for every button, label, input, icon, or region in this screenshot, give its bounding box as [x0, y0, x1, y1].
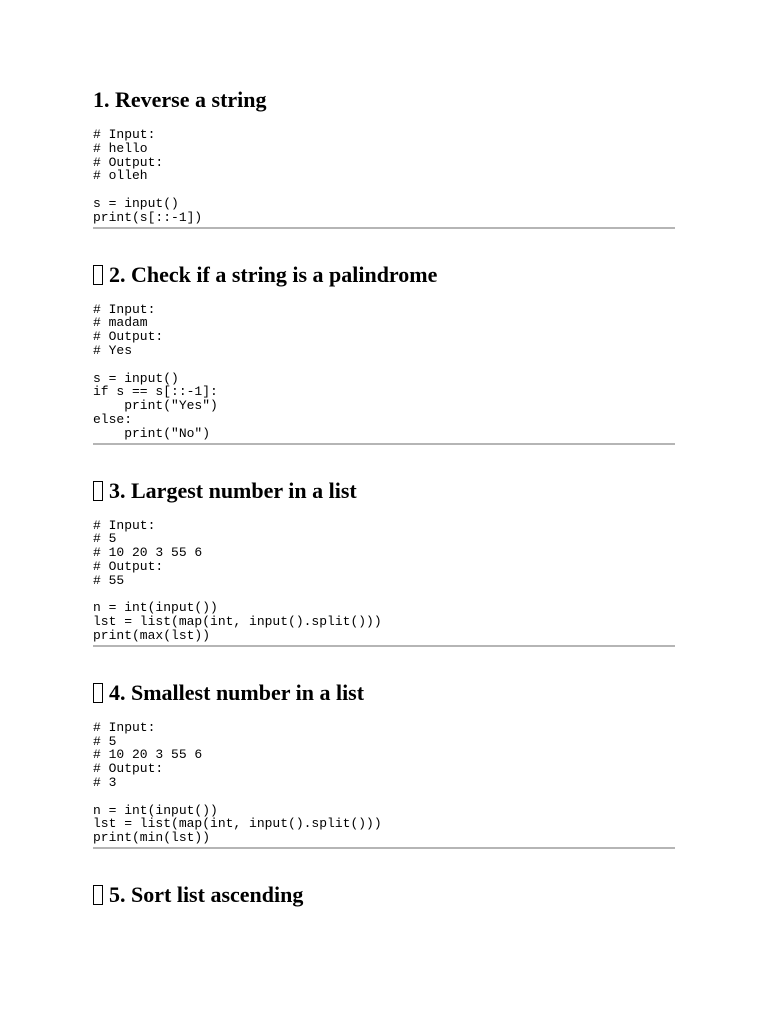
missing-glyph-icon [93, 683, 103, 703]
section-title: 3. Largest number in a list [109, 477, 357, 503]
missing-glyph-icon [93, 265, 103, 285]
code-block: # Input: # hello # Output: # olleh s = input() print(s[::-1]) [93, 127, 203, 225]
section-sort-ascending [93, 881, 675, 909]
missing-glyph-icon [93, 885, 103, 905]
section-divider [93, 847, 675, 849]
section-divider [93, 645, 675, 647]
code-block: # Input: # madam # Output: # Yes s = input() if s == s[::-1]: print("Yes") else: print("No") [93, 301, 218, 441]
section-heading [93, 881, 675, 909]
section-palindrome [93, 261, 675, 445]
section-heading [93, 86, 675, 114]
code-block: # Input: # 5 # 10 20 3 55 6 # Output: # 3 n = int(input()) lst = list(map(int, input().split())) print(min(lst)) [93, 719, 382, 846]
section-divider [93, 227, 675, 229]
section-largest-number [93, 477, 675, 647]
section-title: 5. Sort list ascending [109, 881, 304, 907]
section-divider [93, 443, 675, 445]
code-block: # Input: # 5 # 10 20 3 55 6 # Output: # 55 n = int(input()) lst = list(map(int, input().split())) print(max(lst)) [93, 517, 382, 643]
section-title: 2. Check if a string is a palindrome [109, 261, 438, 287]
section-heading [93, 261, 675, 289]
missing-glyph-icon [93, 481, 103, 501]
document-page [93, 86, 675, 923]
section-title: 4. Smallest number in a list [109, 679, 365, 705]
section-reverse-string [93, 86, 675, 229]
section-title: 1. Reverse a string [93, 87, 267, 112]
section-heading [93, 679, 675, 707]
section-heading [93, 477, 675, 505]
section-smallest-number [93, 679, 675, 849]
